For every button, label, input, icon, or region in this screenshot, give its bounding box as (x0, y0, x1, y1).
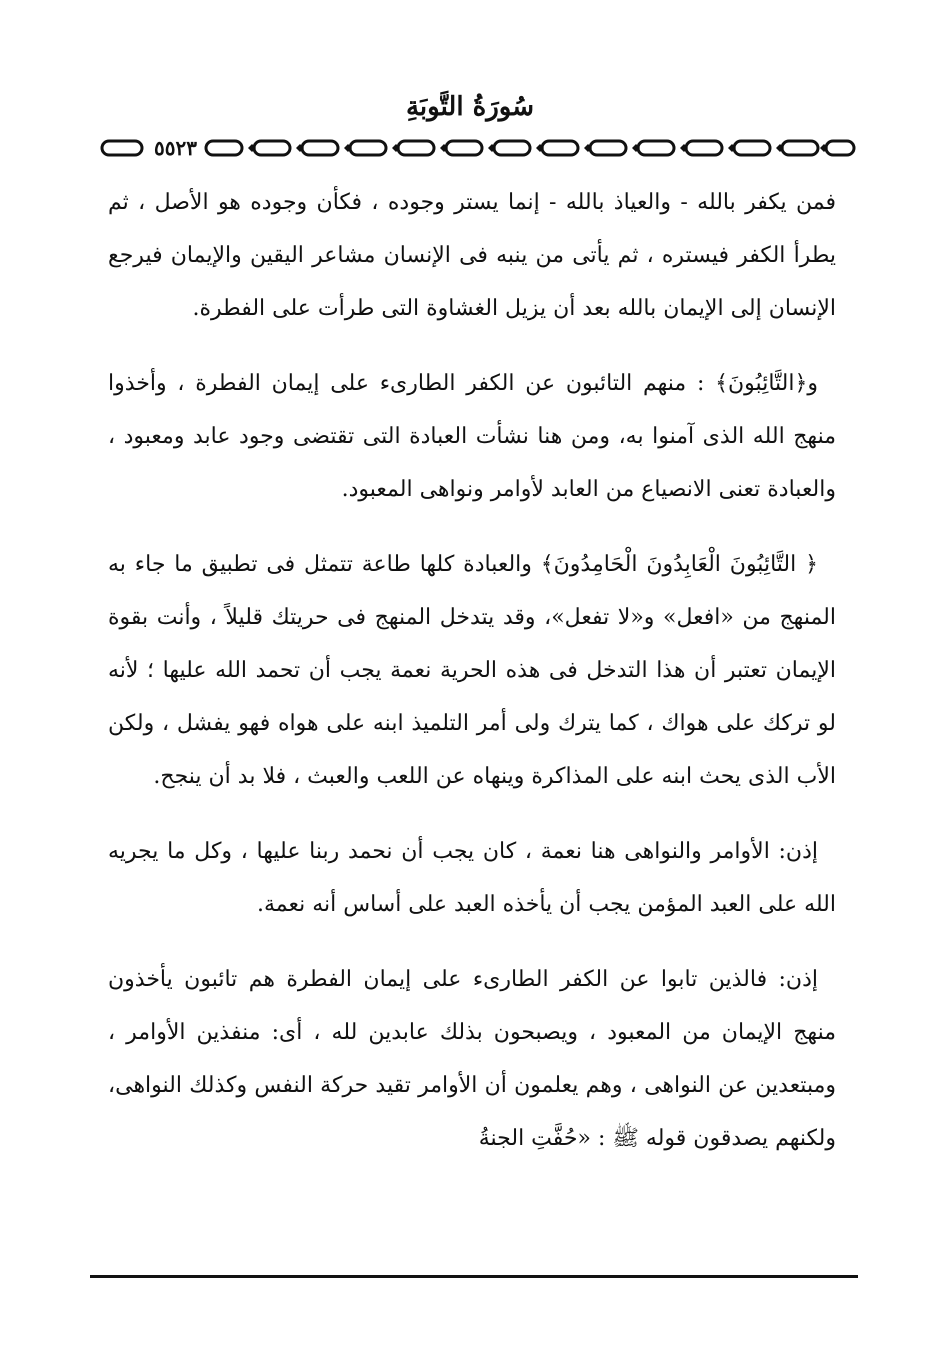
paragraph: و﴿التَّائِبُونَ﴾ : منهم التائبون عن الكفر الطارىء على إيمان الفطرة ، وأخذوا منهج الله الذى آمنوا به، ومن هنا نشأت العبادة التى تقتضى وجود عابد ومعبود ، والعبادة تعنى الانصياع من العابد لأوامر ونواهى المعبود. (108, 371, 836, 502)
page-number: ٥٥٢٣ (150, 134, 201, 162)
paragraph: فمن يكفر بالله - والعياذ بالله - إنما يستر وجوده ، فكأن وجوده هو الأصل ، ثم يطرأ الكفر فيستره ، ثم يأتى من ينبه فى الإنسان مشاعر اليقين والإيمان فيرجع الإنسان إلى الإيمان بالله بعد أن يزيل الغشاوة التى طرأت على الفطرة. (108, 190, 836, 321)
paragraph: إذن: فالذين تابوا عن الكفر الطارىء على إيمان الفطرة هم تائبون يأخذون منهج الإيمان من المعبود ، ويصبحون بذلك عابدين لله ، أى: منفذين الأوامر ، ومبتعدين عن النواهى ، وهم يعلمون أن الأوامر تقيد حركة النفس وكذلك النواهى، ولكنهم يصدقون قوله ﷺ : «حُفَّتِ الجنةُ (108, 967, 836, 1151)
body-text (108, 176, 836, 1187)
decorative-border (98, 134, 860, 162)
ornament-chain-icon (98, 134, 860, 162)
footnote-divider (90, 1275, 858, 1278)
paragraph: إذن: الأوامر والنواهى هنا نعمة ، كان يجب أن نحمد ربنا عليها ، وكل ما يجريه الله على العبد المؤمن يجب أن يأخذه العبد على أساس أنه نعمة. (108, 839, 836, 917)
sura-title: سُورَةُ التَّوبَةِ (405, 92, 535, 122)
paragraph: ﴿ التَّائِبُونَ الْعَابِدُونَ الْحَامِدُونَ﴾ والعبادة كلها طاعة تتمثل فى تطبيق ما جاء به المنهج من «افعل» و«لا تفعل»، وقد يتدخل المنهج فى حريتك قليلاً ، وأنت بقوة الإيمان تعتبر أن هذا التدخل فى هذه الحرية نعمة يجب أن تحمد الله عليها ؛ لأنه لو تركك على هواك ، كما يترك ولى أمر التلميذ ابنه على هواه فهو يفشل ، ولكن الأب الذى يحث ابنه على المذاكرة وينهاه عن اللعب والعبث ، فلا بد أن ينجح. (108, 552, 836, 789)
